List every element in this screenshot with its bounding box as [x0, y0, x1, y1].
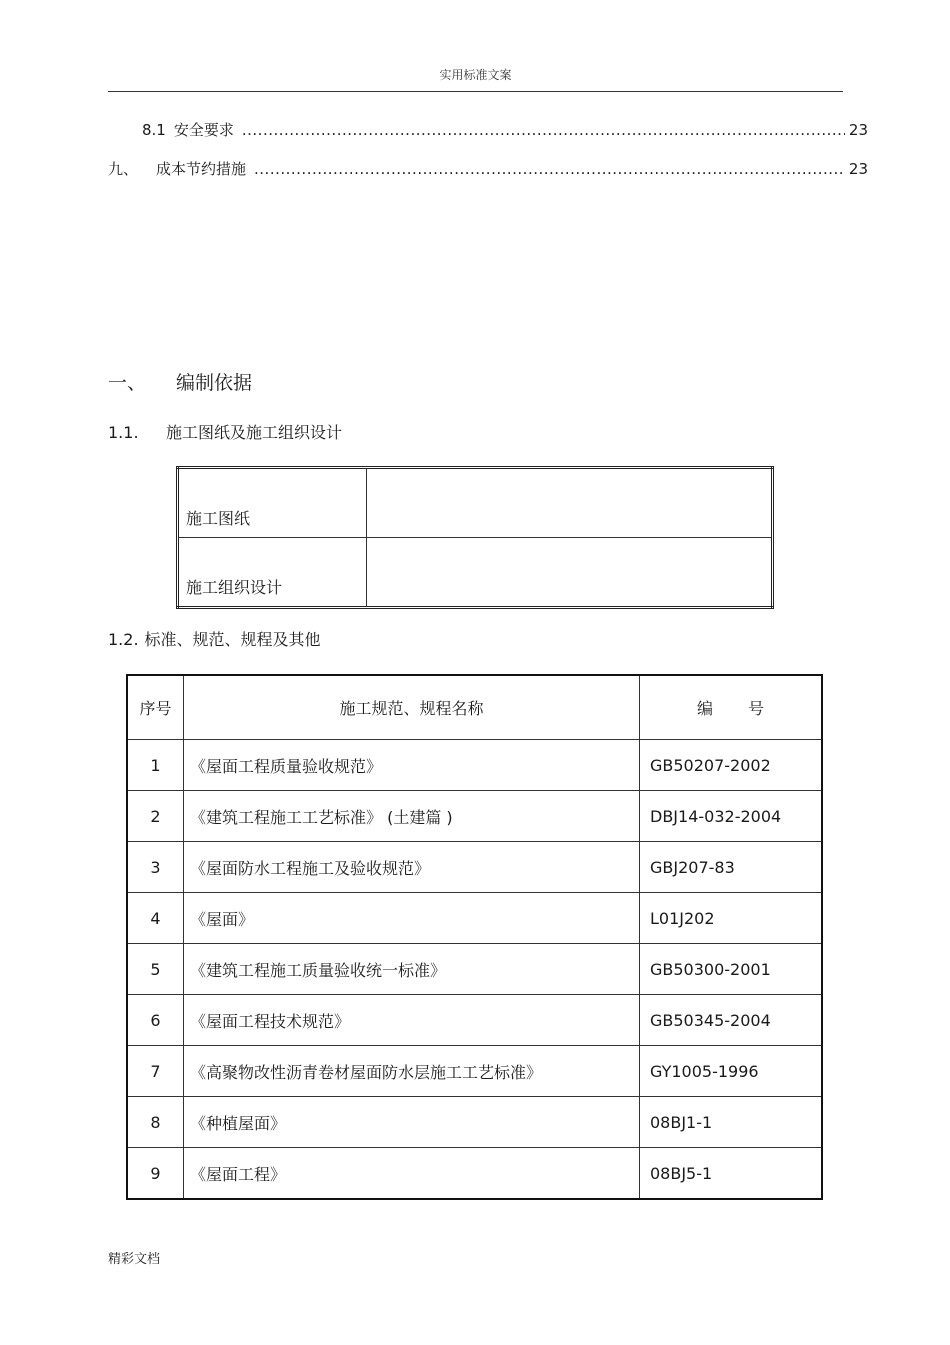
cell-serial-number: 8 — [127, 1097, 184, 1148]
header-code — [640, 675, 823, 740]
cell-standard-name: 《屋面工程质量验收规范》 — [184, 740, 640, 791]
table-row — [127, 944, 822, 995]
table-row — [127, 791, 822, 842]
toc-dot-leader — [254, 160, 845, 178]
header-standard-name: 施工规范、规程名称 — [184, 675, 640, 740]
toc-entry-title: 成本节约措施 — [156, 160, 247, 178]
cell-code: L01J202 — [640, 893, 823, 944]
cell-standard-name: 《高聚物改性沥青卷材屋面防水层施工工艺标准》 — [184, 1046, 640, 1097]
subsection-title: 施工图纸及施工组织设计 — [166, 423, 343, 442]
page-header: 实用标准文案 — [439, 68, 512, 82]
subsection-number: 1.2. — [108, 630, 139, 649]
cell-code: GB50345-2004 — [640, 995, 823, 1046]
cell-code: GBJ207-83 — [640, 842, 823, 893]
table-row — [178, 538, 773, 608]
cell-code: GB50300-2001 — [640, 944, 823, 995]
toc-entry-number: 8.1 — [142, 121, 166, 139]
table-cell-label: 施工组织设计 — [178, 538, 367, 608]
cell-standard-name: 《屋面》 — [184, 893, 640, 944]
table-cell-value — [367, 468, 773, 538]
subsection-number: 1.1. — [108, 423, 139, 442]
cell-code: 08BJ1-1 — [640, 1097, 823, 1148]
table-row — [127, 1148, 822, 1200]
table-row — [127, 842, 822, 893]
header-code-text: 编 号 — [696, 699, 765, 718]
cell-standard-name: 《屋面防水工程施工及验收规范》 — [184, 842, 640, 893]
toc-entry-9[interactable] — [108, 158, 868, 179]
cell-code: GY1005-1996 — [640, 1046, 823, 1097]
table-row — [127, 1046, 822, 1097]
cell-standard-name: 《屋面工程》 — [184, 1148, 640, 1200]
cell-serial-number: 5 — [127, 944, 184, 995]
cell-code: GB50207-2002 — [640, 740, 823, 791]
table-row — [127, 1097, 822, 1148]
cell-serial-number: 2 — [127, 791, 184, 842]
table-header-row — [127, 675, 822, 740]
cell-code: 08BJ5-1 — [640, 1148, 823, 1200]
subsection-heading-1-2 — [108, 627, 321, 650]
table-cell-value — [367, 538, 773, 608]
cell-standard-name: 《种植屋面》 — [184, 1097, 640, 1148]
table-cell-label: 施工图纸 — [178, 468, 367, 538]
cell-serial-number: 4 — [127, 893, 184, 944]
toc-entry-8-1[interactable] — [142, 119, 868, 140]
section-title: 编制依据 — [176, 372, 253, 394]
toc-entry-title: 安全要求 — [173, 121, 234, 139]
section-number: 一、 — [108, 372, 147, 394]
toc-entry-number: 九、 — [108, 160, 139, 178]
cell-standard-name: 《建筑工程施工质量验收统一标准》 — [184, 944, 640, 995]
cell-serial-number: 9 — [127, 1148, 184, 1200]
toc-entry-page: 23 — [848, 121, 868, 139]
cell-standard-name: 《屋面工程技术规范》 — [184, 995, 640, 1046]
cell-serial-number: 6 — [127, 995, 184, 1046]
header-rule — [108, 91, 843, 92]
table-row — [127, 995, 822, 1046]
table-row — [127, 740, 822, 791]
table-row — [178, 468, 773, 538]
toc-dot-leader — [242, 121, 845, 139]
table-row — [127, 893, 822, 944]
standards-table — [126, 674, 823, 1200]
header-serial-number: 序号 — [127, 675, 184, 740]
subsection-title: 标准、规范、规程及其他 — [144, 630, 321, 649]
cell-serial-number: 1 — [127, 740, 184, 791]
toc-entry-page: 23 — [848, 160, 868, 178]
section-heading-1 — [108, 368, 252, 395]
cell-serial-number: 7 — [127, 1046, 184, 1097]
cell-code: DBJ14-032-2004 — [640, 791, 823, 842]
subsection-heading-1-1 — [108, 420, 342, 443]
cell-serial-number: 3 — [127, 842, 184, 893]
cell-standard-name: 《建筑工程施工工艺标准》 (土建篇 ) — [184, 791, 640, 842]
page-footer: 精彩文档 — [108, 1252, 161, 1267]
drawings-design-table — [176, 466, 774, 609]
